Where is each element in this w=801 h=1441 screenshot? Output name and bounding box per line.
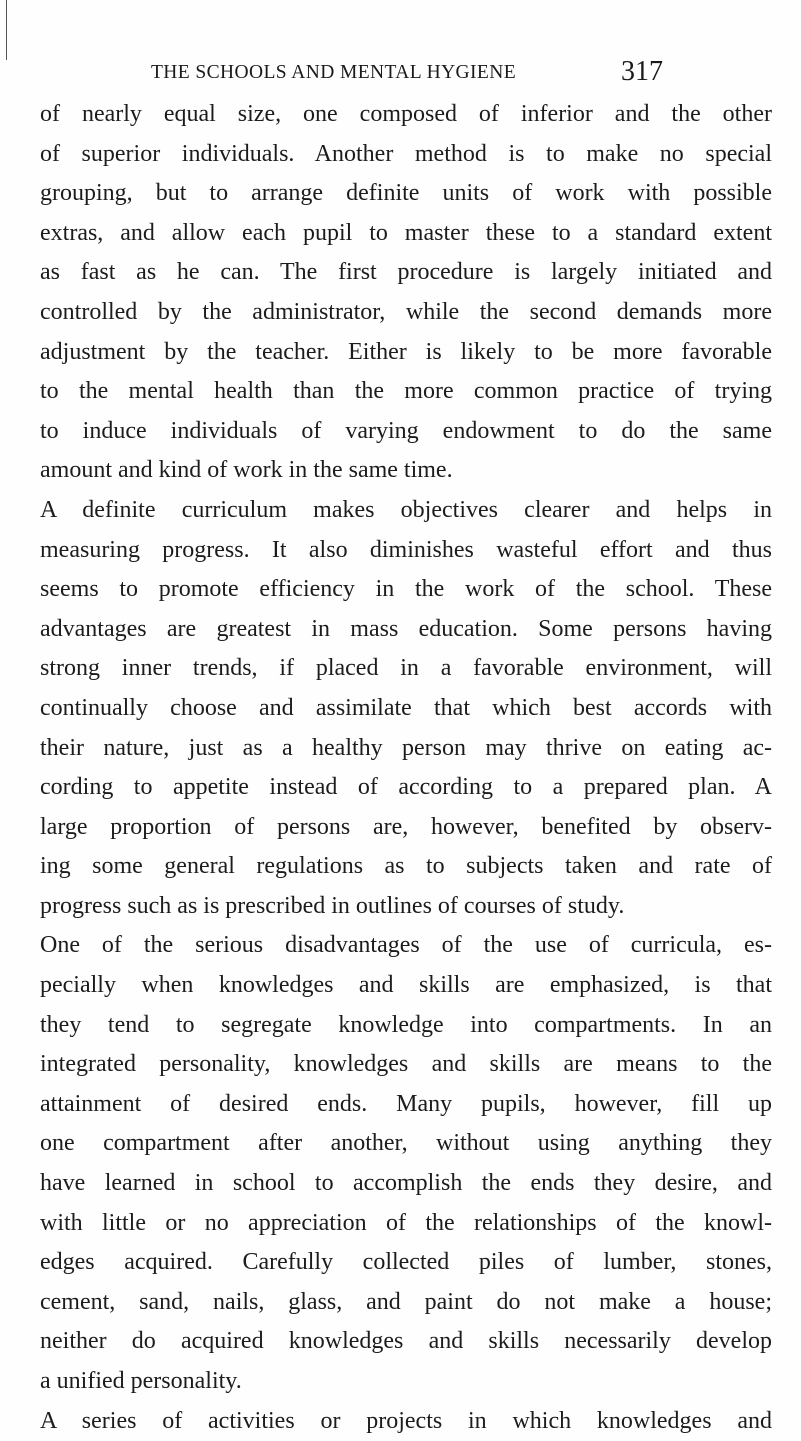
page-header <box>0 58 801 98</box>
text-line: continually choose and assimilate that which best accords with <box>40 694 772 721</box>
text-line: cement, sand, nails, glass, and paint do not make a house; <box>40 1288 772 1315</box>
text-line: have learned in school to accomplish the ends they desire, and <box>40 1170 772 1197</box>
body-text <box>40 95 772 1441</box>
text-line: adjustment by the teacher. Either is likely to be more favorable <box>40 338 772 365</box>
paragraph <box>40 95 772 491</box>
text-line: cording to appetite instead of according to a prepared plan. A <box>40 774 772 801</box>
text-line: controlled by the administrator, while the second demands more <box>40 298 772 325</box>
text-line: a unified personality. <box>40 1368 242 1394</box>
text-line: one compartment after another, without using anything they <box>40 1130 772 1157</box>
text-line: neither do acquired knowledges and skills necessarily develop <box>40 1328 772 1355</box>
text-line: of superior individuals. Another method is to make no special <box>40 140 772 167</box>
text-line: strong inner trends, if placed in a favorable environment, will <box>40 655 772 682</box>
text-line: to the mental health than the more common practice of trying <box>40 378 772 405</box>
text-line: large proportion of persons are, however, benefited by observ- <box>40 813 772 840</box>
text-line: advantages are greatest in mass education. Some persons having <box>40 615 772 642</box>
text-line: seems to promote efficiency in the work of the school. These <box>40 576 772 603</box>
text-line: amount and kind of work in the same time. <box>40 457 453 484</box>
text-line: they tend to segregate knowledge into compartments. In an <box>40 1011 772 1038</box>
text-line: ing some general regulations as to subjects taken and rate of <box>40 853 772 880</box>
text-line: pecially when knowledges and skills are emphasized, is that <box>40 972 772 999</box>
text-line: edges acquired. Carefully collected piles of lumber, stones, <box>40 1249 772 1276</box>
text-line: measuring progress. It also diminishes wasteful effort and thus <box>40 536 772 563</box>
text-line: attainment of desired ends. Many pupils, however, fill up <box>40 1090 772 1117</box>
text-line: progress such as is prescribed in outlines of courses of study. <box>40 892 625 919</box>
paragraph <box>40 491 772 927</box>
page-number: 317 <box>621 56 663 87</box>
text-line: extras, and allow each pupil to master these to a standard extent <box>40 219 772 246</box>
text-line: grouping, but to arrange definite units of work with possible <box>40 180 772 207</box>
text-line: One of the serious disadvantages of the use of curricula, es- <box>40 932 772 959</box>
text-line: with little or no appreciation of the relationships of the knowl- <box>40 1209 772 1236</box>
text-line: to induce individuals of varying endowment to do the same <box>40 417 772 444</box>
text-line: A definite curriculum makes objectives clearer and helps in <box>40 496 772 523</box>
text-line: as fast as he can. The first procedure is largely initiated and <box>40 259 772 286</box>
running-head: THE SCHOOLS AND MENTAL HYGIENE <box>151 62 517 83</box>
page-edge-line <box>6 0 7 60</box>
text-line: integrated personality, knowledges and skills are means to the <box>40 1051 772 1078</box>
text-line: A series of activities or projects in which knowledges and <box>40 1407 772 1434</box>
text-line: of nearly equal size, one composed of inferior and the other <box>40 101 772 127</box>
text-line: their nature, just as a healthy person may thrive on eating ac- <box>40 734 772 761</box>
paragraph <box>40 1402 772 1441</box>
paragraph <box>40 926 772 1401</box>
